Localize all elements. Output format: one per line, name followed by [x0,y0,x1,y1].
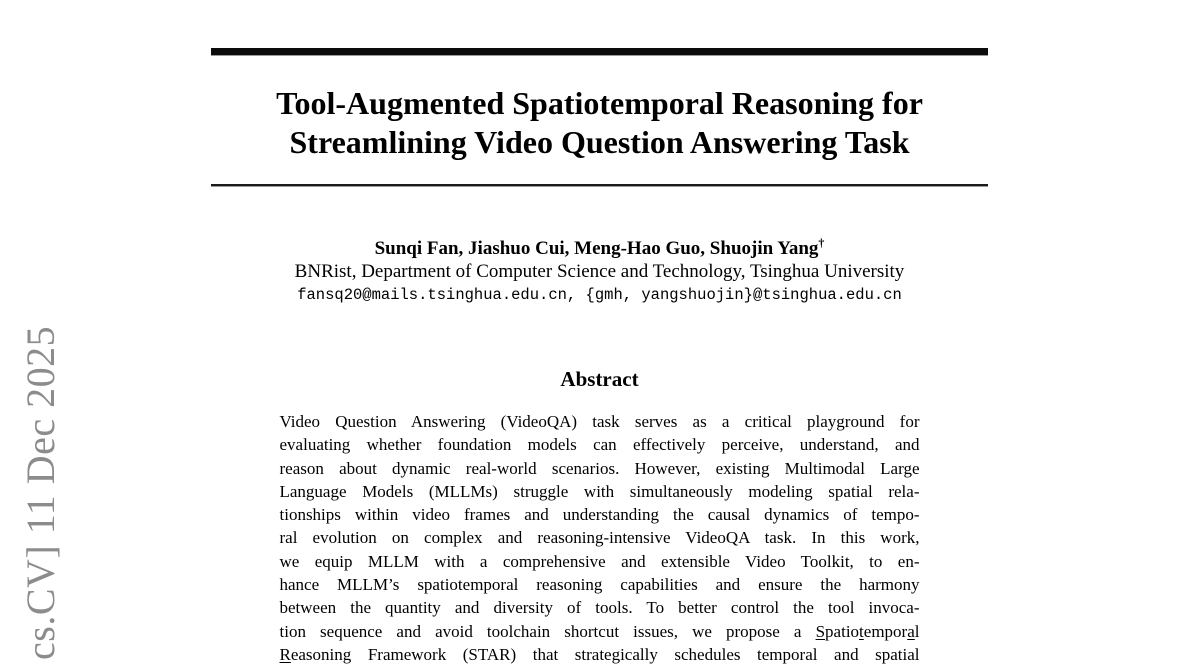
title-rule-bottom [211,184,988,187]
email-line: fansq20@mails.tsinghua.edu.cn, {gmh, yangshuojin}@tsinghua.edu.cn [297,286,902,304]
paper-content-column [211,0,988,666]
abstract-line: evaluating whether foundation models can effectively perceive, understand, and [279,435,920,455]
abstract-line: hance MLLM’s spatiotemporal reasoning capabilities and ensure the harmony [279,575,920,595]
abstract-line: Video Question Answering (VideoQA) task serves as a critical playground for [279,412,920,431]
affiliation-line: BNRist, Department of Computer Science and Technology, Tsinghua University [294,261,905,282]
abstract-body [280,410,920,666]
abstract-line: we equip MLLM with a comprehensive and extensible Video Toolkit, to en- [279,551,920,571]
abstract-line: tionships within video frames and understanding the causal dynamics of tempo- [279,505,920,525]
paper-title-line-1: Tool-Augmented Spatiotemporal Reasoning for [276,85,923,121]
author-names: Sunqi Fan, Jiashuo Cui, Meng-Hao Guo, Shuojin Yang [374,238,819,259]
abstract-line: tion sequence and avoid toolchain shortcut issues, we propose a Spatiotemporal [279,621,920,641]
abstract-heading: Abstract [560,367,639,391]
dagger-mark: † [818,235,825,250]
paper-title [211,84,988,162]
abstract-line: ral evolution on complex and reasoning-intensive VideoQA task. In this work, [279,528,920,548]
authors-line [211,237,988,260]
abstract-line: reason about dynamic real-world scenarios. However, existing Multimodal Large [279,458,920,478]
abstract-line: Reasoning Framework (STAR) that strategically schedules temporal and spatial [279,644,920,664]
abstract-line: between the quantity and diversity of tools. To better control the tool invoca- [279,598,920,618]
arxiv-watermark: cs.CV] 11 Dec 2025 [18,325,63,660]
abstract-line: Language Models (MLLMs) struggle with simultaneously modeling spatial rela- [279,481,920,501]
title-rule-top [211,48,988,56]
paper-title-line-2: Streamlining Video Question Answering Task [289,124,910,160]
